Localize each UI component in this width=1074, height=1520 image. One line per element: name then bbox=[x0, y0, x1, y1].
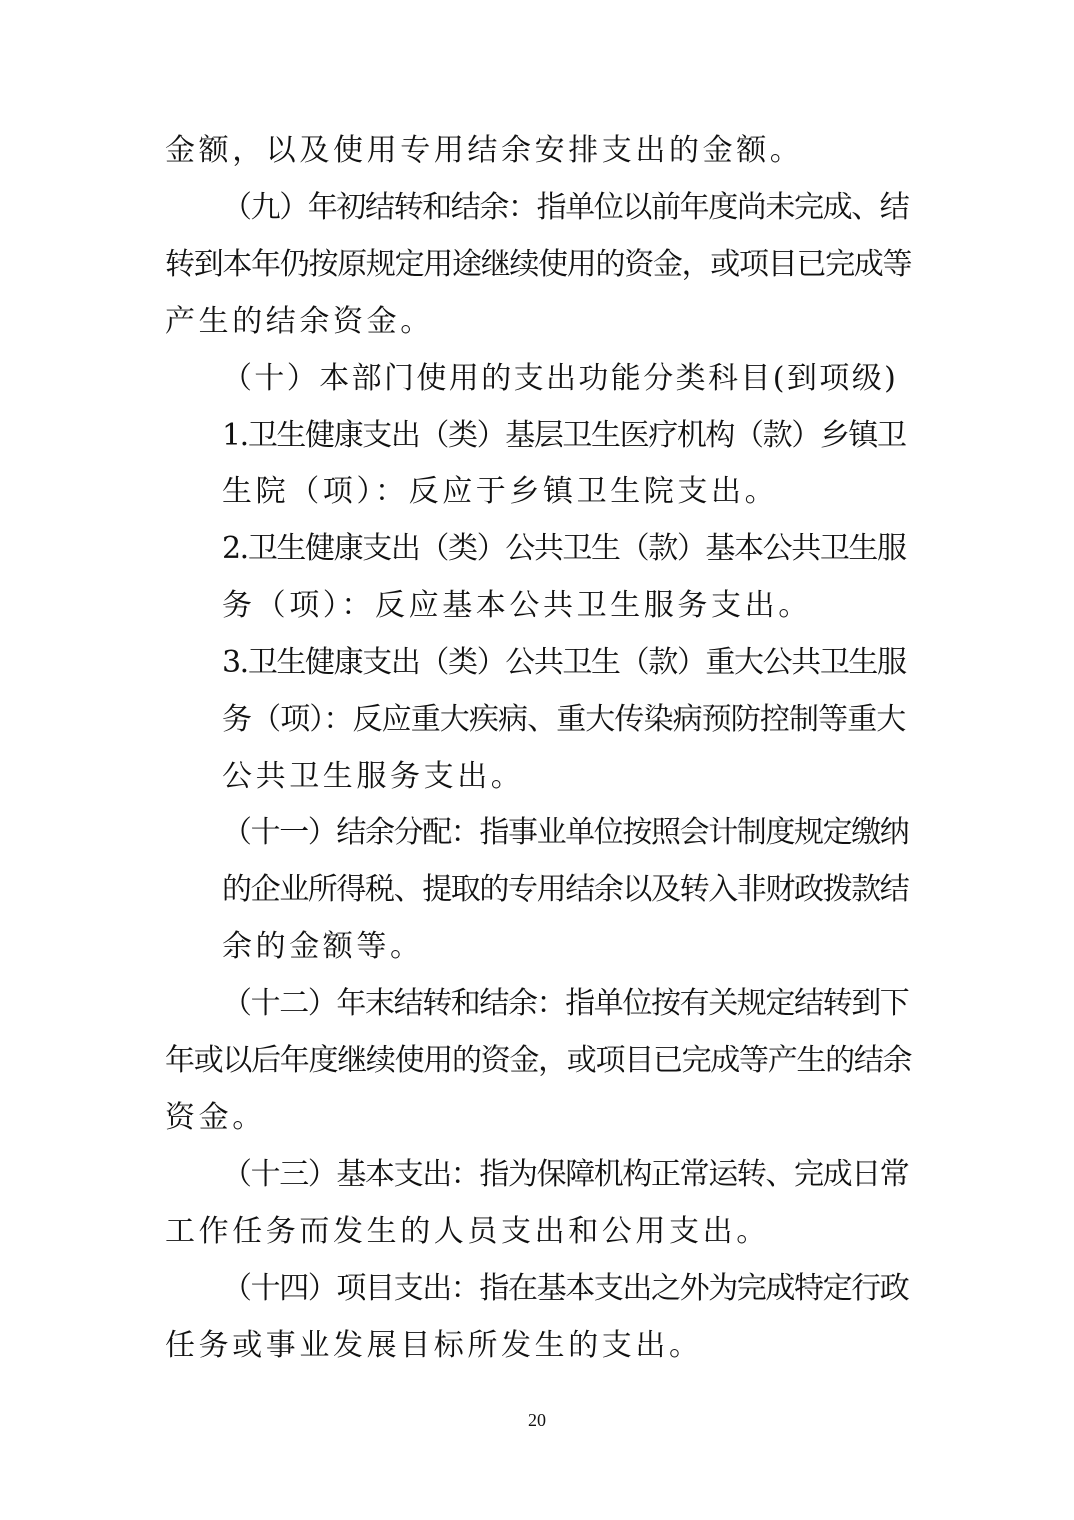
text-line: 生院（项）：反应于乡镇卫生院支出。 bbox=[222, 474, 779, 509]
text-line: （十二）年末结转和结余：指单位按有关规定结转到下 bbox=[222, 986, 909, 1021]
page-number: 20 bbox=[528, 1410, 546, 1430]
text-line: 年或以后年度继续使用的资金，或项目已完成等产生的结余 bbox=[165, 1043, 912, 1078]
text-line: 余的金额等。 bbox=[222, 929, 424, 964]
text-line: 金额，以及使用专用结余安排支出的金额。 bbox=[165, 133, 804, 168]
text-line: 公共卫生服务支出。 bbox=[222, 759, 525, 794]
text-line: （十）本部门使用的支出功能分类科目(到项级) bbox=[222, 361, 899, 396]
text-line: 产生的结余资金。 bbox=[165, 304, 434, 339]
text-line: 任务或事业发展目标所发生的支出。 bbox=[165, 1328, 703, 1363]
text-line: 1.卫生健康支出（类）基层卫生医疗机构（款）乡镇卫 bbox=[222, 418, 906, 453]
text-line: 3.卫生健康支出（类）公共卫生（款）重大公共卫生服 bbox=[222, 645, 906, 680]
text-line: 的企业所得税、提取的专用结余以及转入非财政拨款结 bbox=[222, 872, 909, 907]
text-line: 资金。 bbox=[165, 1100, 266, 1135]
text-line: （十一）结余分配：指事业单位按照会计制度规定缴纳 bbox=[222, 815, 909, 850]
text-line: 务（项）：反应基本公共卫生服务支出。 bbox=[222, 588, 812, 623]
text-line: 转到本年仍按原规定用途继续使用的资金，或项目已完成等 bbox=[165, 247, 912, 282]
text-line: 工作任务而发生的人员支出和公用支出。 bbox=[165, 1214, 770, 1249]
text-line: （十三）基本支出：指为保障机构正常运转、完成日常 bbox=[222, 1157, 909, 1192]
text-line: 务（项）：反应重大疾病、重大传染病预防控制等重大 bbox=[222, 702, 906, 737]
text-line: （九）年初结转和结余：指单位以前年度尚未完成、结 bbox=[222, 190, 909, 225]
text-line: 2.卫生健康支出（类）公共卫生（款）基本公共卫生服 bbox=[222, 531, 906, 566]
text-line: （十四）项目支出：指在基本支出之外为完成特定行政 bbox=[222, 1271, 909, 1306]
